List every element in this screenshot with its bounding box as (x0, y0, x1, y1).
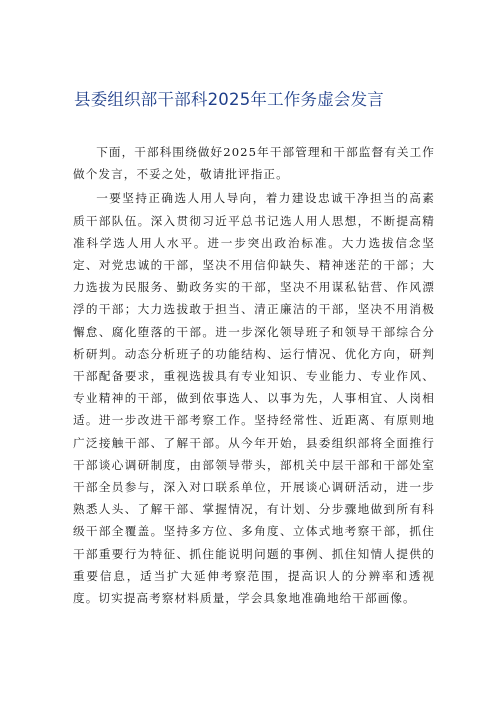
document-body (73, 141, 435, 609)
document-title: 县委组织部干部科2025年工作务虚会发言 (74, 90, 384, 109)
paragraph-selection-guidance: 一要坚持正确选人用人导向，着力建设忠诚干净担当的高素质干部队伍。深入贯彻习近平总书记选人用人思想，不断提高精准科学选人用人水平。进一步突出政治标准。大力选拔信念坚定、对党忠诚的干部，坚决不用信仰缺失、精神迷茫的干部；大力选拔为民服务、勤政务实的干部，坚决不用谋私钻营、作风漂浮的干部；大力选拔敢于担当、清正廉洁的干部，坚决不用消极懈怠、腐化堕落的干部。进一步深化领导班子和领导干部综合分析研判。动态分析班子的功能结构、运行情况、优化方向，研判干部配备要求，重视选拔具有专业知识、专业能力、专业作风、专业精神的干部，做到依事选人、以事为先，人事相宜、人岗相适。进一步改进干部考察工作。坚持经常性、近距离、有原则地广泛接触干部、了解干部。从今年开始，县委组织部将全面推行干部谈心调研制度，由部领导带头，部机关中层干部和干部处室干部全员参与，深入对口联系单位，开展谈心调研活动，进一步熟悉人头、了解干部、掌握情况，有计划、分步骤地做到所有科级干部全覆盖。坚持多方位、多角度、立体式地考察干部，抓住干部重要行为特征、抓住能说明问题的事例、抓住知情人提供的重要信息，适当扩大延伸考察范围，提高识人的分辨率和透视度。切实提高考察材料质量，学会具象地准确地给干部画像。 (73, 191, 435, 606)
paragraph-intro: 下面，干部科围绕做好2025年干部管理和干部监督有关工作做个发言，不妥之处，敬请批评指正。 (73, 145, 435, 182)
